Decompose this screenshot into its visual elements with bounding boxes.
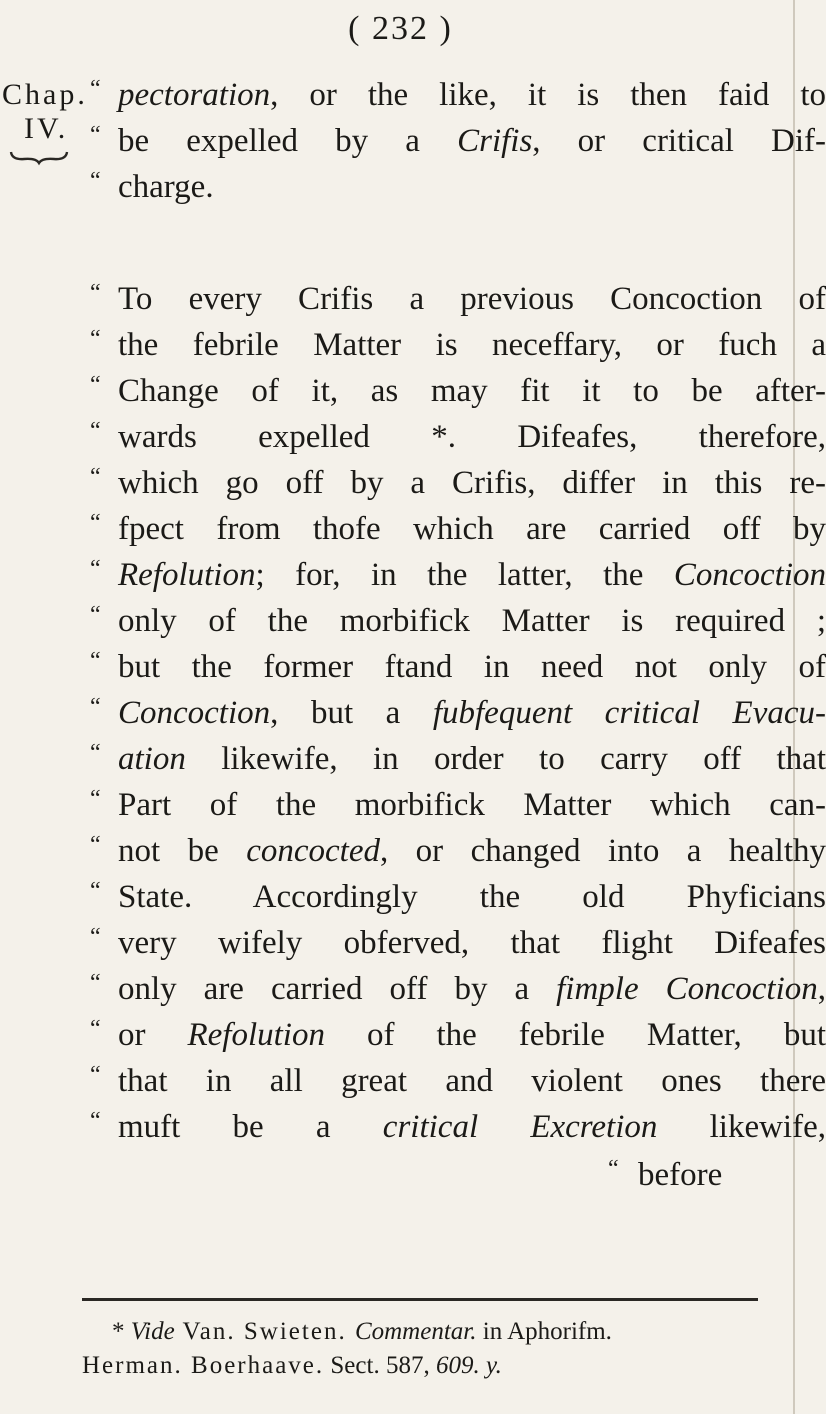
footnote-text: Commentar. — [354, 1318, 477, 1345]
roman-text: , but a — [270, 695, 433, 731]
italic-text: Concoction — [118, 695, 271, 731]
footnote-rule — [82, 1298, 758, 1301]
line-text — [118, 780, 826, 830]
italic-text: Crifis — [457, 123, 533, 159]
line-text — [118, 688, 826, 738]
quote-mark: “ — [90, 372, 101, 398]
roman-text: or — [118, 1017, 188, 1053]
line-text — [118, 274, 826, 324]
italic-text: pectoration — [118, 77, 271, 113]
quote-mark: “ — [90, 970, 101, 996]
roman-text: of the febrile Matter, but — [324, 1017, 826, 1053]
roman-text: the febrile Matter is neceffary, or fuch a — [118, 327, 826, 363]
footnote-line-1 — [112, 1318, 612, 1346]
roman-text: which go off by a Crifis, differ in this re- — [118, 465, 826, 501]
quote-mark: “ — [90, 556, 101, 582]
roman-text: ; for, in the latter, the — [255, 557, 674, 593]
roman-text: charge. — [118, 169, 214, 205]
roman-text: , — [817, 971, 826, 1007]
catchword: before — [638, 1157, 723, 1193]
italic-text: Refolution — [187, 1017, 325, 1053]
chapter-number-marginal: IV. — [24, 112, 69, 145]
quote-mark: “ — [90, 76, 101, 102]
footnote-text: in Aphorifm. — [476, 1318, 612, 1345]
quote-mark: “ — [90, 786, 101, 812]
footnote-text: * — [112, 1318, 131, 1345]
line-text — [118, 596, 826, 646]
line-text — [118, 918, 826, 968]
roman-text: muft be a — [118, 1109, 383, 1145]
roman-text: fpect from thofe which are carried off by — [118, 511, 826, 547]
quote-mark: “ — [90, 602, 101, 628]
roman-text: only are carried off by a — [118, 971, 557, 1007]
quote-mark: “ — [90, 924, 101, 950]
quote-mark: “ — [90, 510, 101, 536]
line-text — [118, 412, 826, 462]
roman-text: not be — [118, 833, 247, 869]
line-text — [118, 366, 826, 416]
roman-text: To every Crifis a previous Concoction of — [118, 281, 826, 317]
italic-text: fimple Concoction — [556, 971, 818, 1007]
quote-mark: “ — [90, 878, 101, 904]
quote-mark: “ — [90, 832, 101, 858]
roman-text: , or the like, it is then faid to — [270, 77, 826, 113]
italic-text: ation — [118, 741, 186, 777]
roman-text: State. Accordingly the old Phyficians — [118, 879, 826, 915]
quote-mark: “ — [90, 1016, 101, 1042]
footnote-text: Vide — [130, 1318, 175, 1345]
line-text — [118, 458, 826, 508]
quote-mark: “ — [90, 280, 101, 306]
roman-text: likewife, in order to carry off that — [185, 741, 826, 777]
line-text — [118, 734, 826, 784]
roman-text: likewife, — [657, 1109, 826, 1145]
roman-text: Change of it, as may fit it to be after- — [118, 373, 826, 409]
quote-mark: “ — [90, 168, 101, 194]
quote-mark: “ — [90, 1108, 101, 1134]
quote-mark: “ — [90, 648, 101, 674]
roman-text: Part of the morbifick Matter which can- — [118, 787, 826, 823]
italic-text: Concoction — [673, 557, 826, 593]
roman-text: , or changed into a healthy — [379, 833, 826, 869]
italic-text: critical Excretion — [382, 1109, 658, 1145]
line-text — [118, 826, 826, 876]
roman-text: very wifely obferved, that flight Difeafes — [118, 925, 826, 961]
page-number: ( 232 ) — [348, 10, 453, 47]
line-text — [118, 1010, 826, 1060]
quote-mark: “ — [608, 1156, 619, 1182]
quote-mark: “ — [90, 694, 101, 720]
marginal-brace-ornament — [10, 148, 68, 164]
line-text — [118, 70, 826, 120]
roman-text: that in all great and violent ones there — [118, 1063, 826, 1099]
quote-mark: “ — [90, 326, 101, 352]
quote-mark: “ — [90, 122, 101, 148]
line-text — [118, 320, 826, 370]
italic-text: Refolution — [118, 557, 256, 593]
quote-mark: “ — [90, 1062, 101, 1088]
line-text — [118, 162, 214, 212]
footnote-line-2 — [82, 1352, 502, 1380]
line-text — [118, 642, 826, 692]
roman-text: but the former ftand in need not only of — [118, 649, 826, 685]
roman-text: , or critical Dif- — [532, 123, 826, 159]
italic-text: fubfequent critical Evacu- — [432, 695, 826, 731]
line-text — [118, 116, 826, 166]
roman-text: only of the morbifick Matter is required ; — [118, 603, 826, 639]
footnote-text: Van. Swieten. — [174, 1318, 355, 1345]
roman-text: wards expelled *. Difeafes, therefore, — [118, 419, 826, 455]
roman-text: be expelled by a — [118, 123, 458, 159]
quote-mark: “ — [90, 418, 101, 444]
footnote-text: Herman. Boerhaave. — [82, 1352, 325, 1379]
line-text — [118, 964, 826, 1014]
line-text — [118, 872, 826, 922]
line-text — [118, 1102, 826, 1152]
footnote-text: Sect. 587, — [324, 1352, 436, 1379]
italic-text: concocted — [246, 833, 380, 869]
line-text — [118, 504, 826, 554]
line-text — [118, 550, 826, 600]
chapter-marginal: Chap. — [2, 78, 88, 111]
quote-mark: “ — [90, 740, 101, 766]
footnote-text: 609. y. — [435, 1352, 502, 1379]
line-text — [118, 1056, 826, 1106]
quote-mark: “ — [90, 464, 101, 490]
